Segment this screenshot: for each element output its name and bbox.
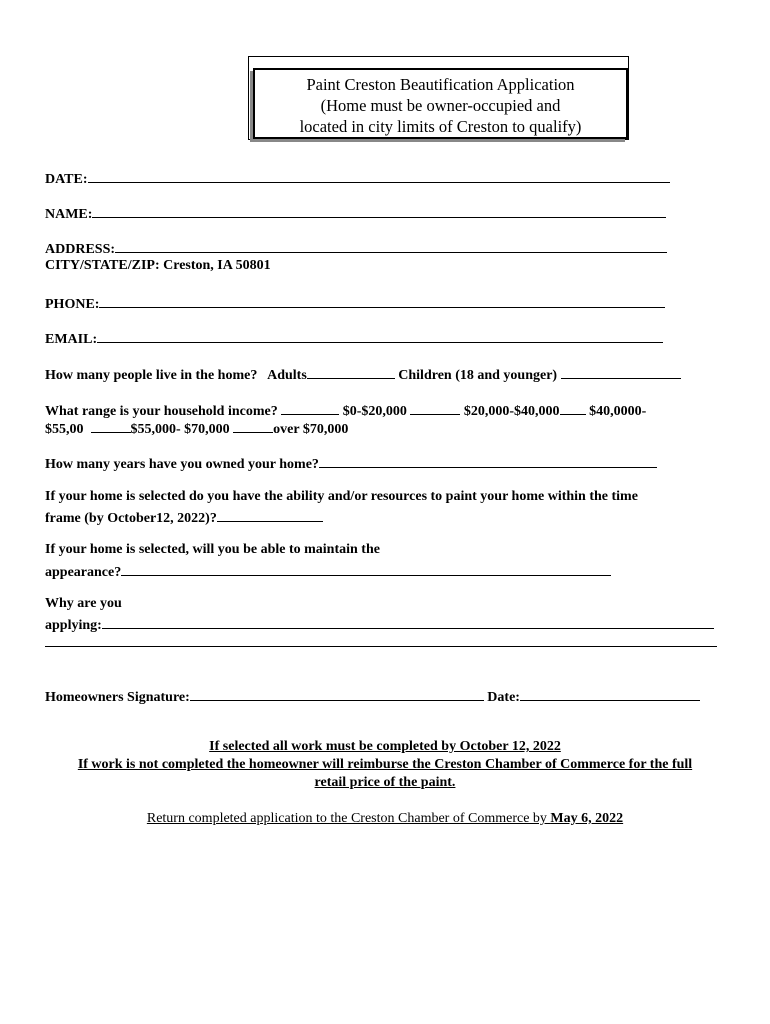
title-line-1: Paint Creston Beautification Application: [306, 75, 575, 94]
return-deadline: May 6, 2022: [550, 811, 624, 826]
signature-label: Homeowners Signature:: [45, 690, 190, 705]
name-row: [45, 203, 666, 223]
income-opt3: $40,0000-: [589, 404, 647, 419]
paint-ability-row-2: [45, 507, 323, 527]
email-label: EMAIL:: [45, 332, 98, 347]
years-owned-row: [45, 453, 657, 473]
maintain-line-1: If your home is selected, will you be able to maintain the: [45, 542, 380, 557]
notice-line-1: If selected all work must be completed by October 12, 2022: [209, 739, 561, 754]
phone-row: [45, 293, 665, 313]
income-row-1: [45, 400, 646, 420]
title-box-inner: [253, 68, 628, 139]
income-opt4: $55,000- $70,000: [130, 422, 230, 437]
signature-row: [45, 686, 700, 706]
income-opt3-field[interactable]: [560, 400, 586, 415]
paint-ability-line-1: If your home is selected do you have the ability and/or resources to paint your home within the time: [45, 489, 638, 504]
income-question: What range is your household income?: [45, 404, 278, 419]
income-opt2: $20,000-$40,000: [463, 404, 560, 419]
why-row-2: [45, 614, 714, 634]
years-owned-field[interactable]: [319, 453, 657, 468]
address-field[interactable]: [115, 238, 667, 253]
why-field[interactable]: [102, 614, 714, 629]
notice-line-2: If work is not completed the homeowner will reimburse the Creston Chamber of Commerce for the full: [77, 757, 693, 772]
address-row: [45, 238, 667, 258]
income-opt3-cont: $55,00: [45, 422, 84, 437]
why-line-2: applying:: [45, 618, 102, 633]
income-opt1-field[interactable]: [281, 400, 339, 415]
name-label: NAME:: [45, 207, 93, 222]
adults-label: Adults: [267, 368, 307, 383]
date-row: [45, 168, 670, 188]
email-row: [45, 328, 663, 348]
income-opt4-field[interactable]: [91, 418, 131, 433]
email-field[interactable]: [97, 328, 663, 343]
years-owned-label: How many years have you owned your home?: [45, 457, 319, 472]
notice-line-3: retail price of the paint.: [314, 775, 456, 790]
paint-ability-line-2: frame (by October12, 2022)?: [45, 511, 217, 526]
adults-field[interactable]: [307, 364, 395, 379]
household-row: [45, 364, 681, 384]
signature-field[interactable]: [190, 686, 484, 701]
children-field[interactable]: [561, 364, 681, 379]
signature-date-label: Date:: [487, 690, 520, 705]
why-field-continued[interactable]: [45, 632, 717, 647]
title-line-2: (Home must be owner-occupied and: [320, 96, 561, 115]
return-text: Return completed application to the Creston Chamber of Commerce by: [146, 811, 551, 826]
why-line-1: Why are you: [45, 596, 122, 611]
date-label: DATE:: [45, 172, 88, 187]
income-opt5: over $70,000: [273, 422, 349, 437]
title-box: [248, 56, 629, 140]
title-line-3: located in city limits of Creston to qualify): [299, 117, 582, 136]
date-field[interactable]: [88, 168, 670, 183]
income-row-2: [45, 418, 348, 438]
household-question: How many people live in the home?: [45, 368, 258, 383]
income-opt2-field[interactable]: [410, 400, 460, 415]
maintain-row-2: [45, 561, 611, 581]
phone-label: PHONE:: [45, 297, 100, 312]
address-label: ADDRESS:: [45, 242, 116, 257]
city-state-zip: CITY/STATE/ZIP: Creston, IA 50801: [45, 258, 271, 273]
return-instruction: [40, 811, 730, 827]
maintain-line-2: appearance?: [45, 565, 122, 580]
maintain-field[interactable]: [121, 561, 611, 576]
children-label: Children (18 and younger): [394, 368, 561, 383]
signature-date-field[interactable]: [520, 686, 700, 701]
paint-ability-field[interactable]: [217, 507, 323, 522]
income-opt1: $0-$20,000: [342, 404, 407, 419]
name-field[interactable]: [92, 203, 666, 218]
why-row-3: [45, 632, 717, 652]
phone-field[interactable]: [99, 293, 665, 308]
income-opt5-field[interactable]: [233, 418, 273, 433]
